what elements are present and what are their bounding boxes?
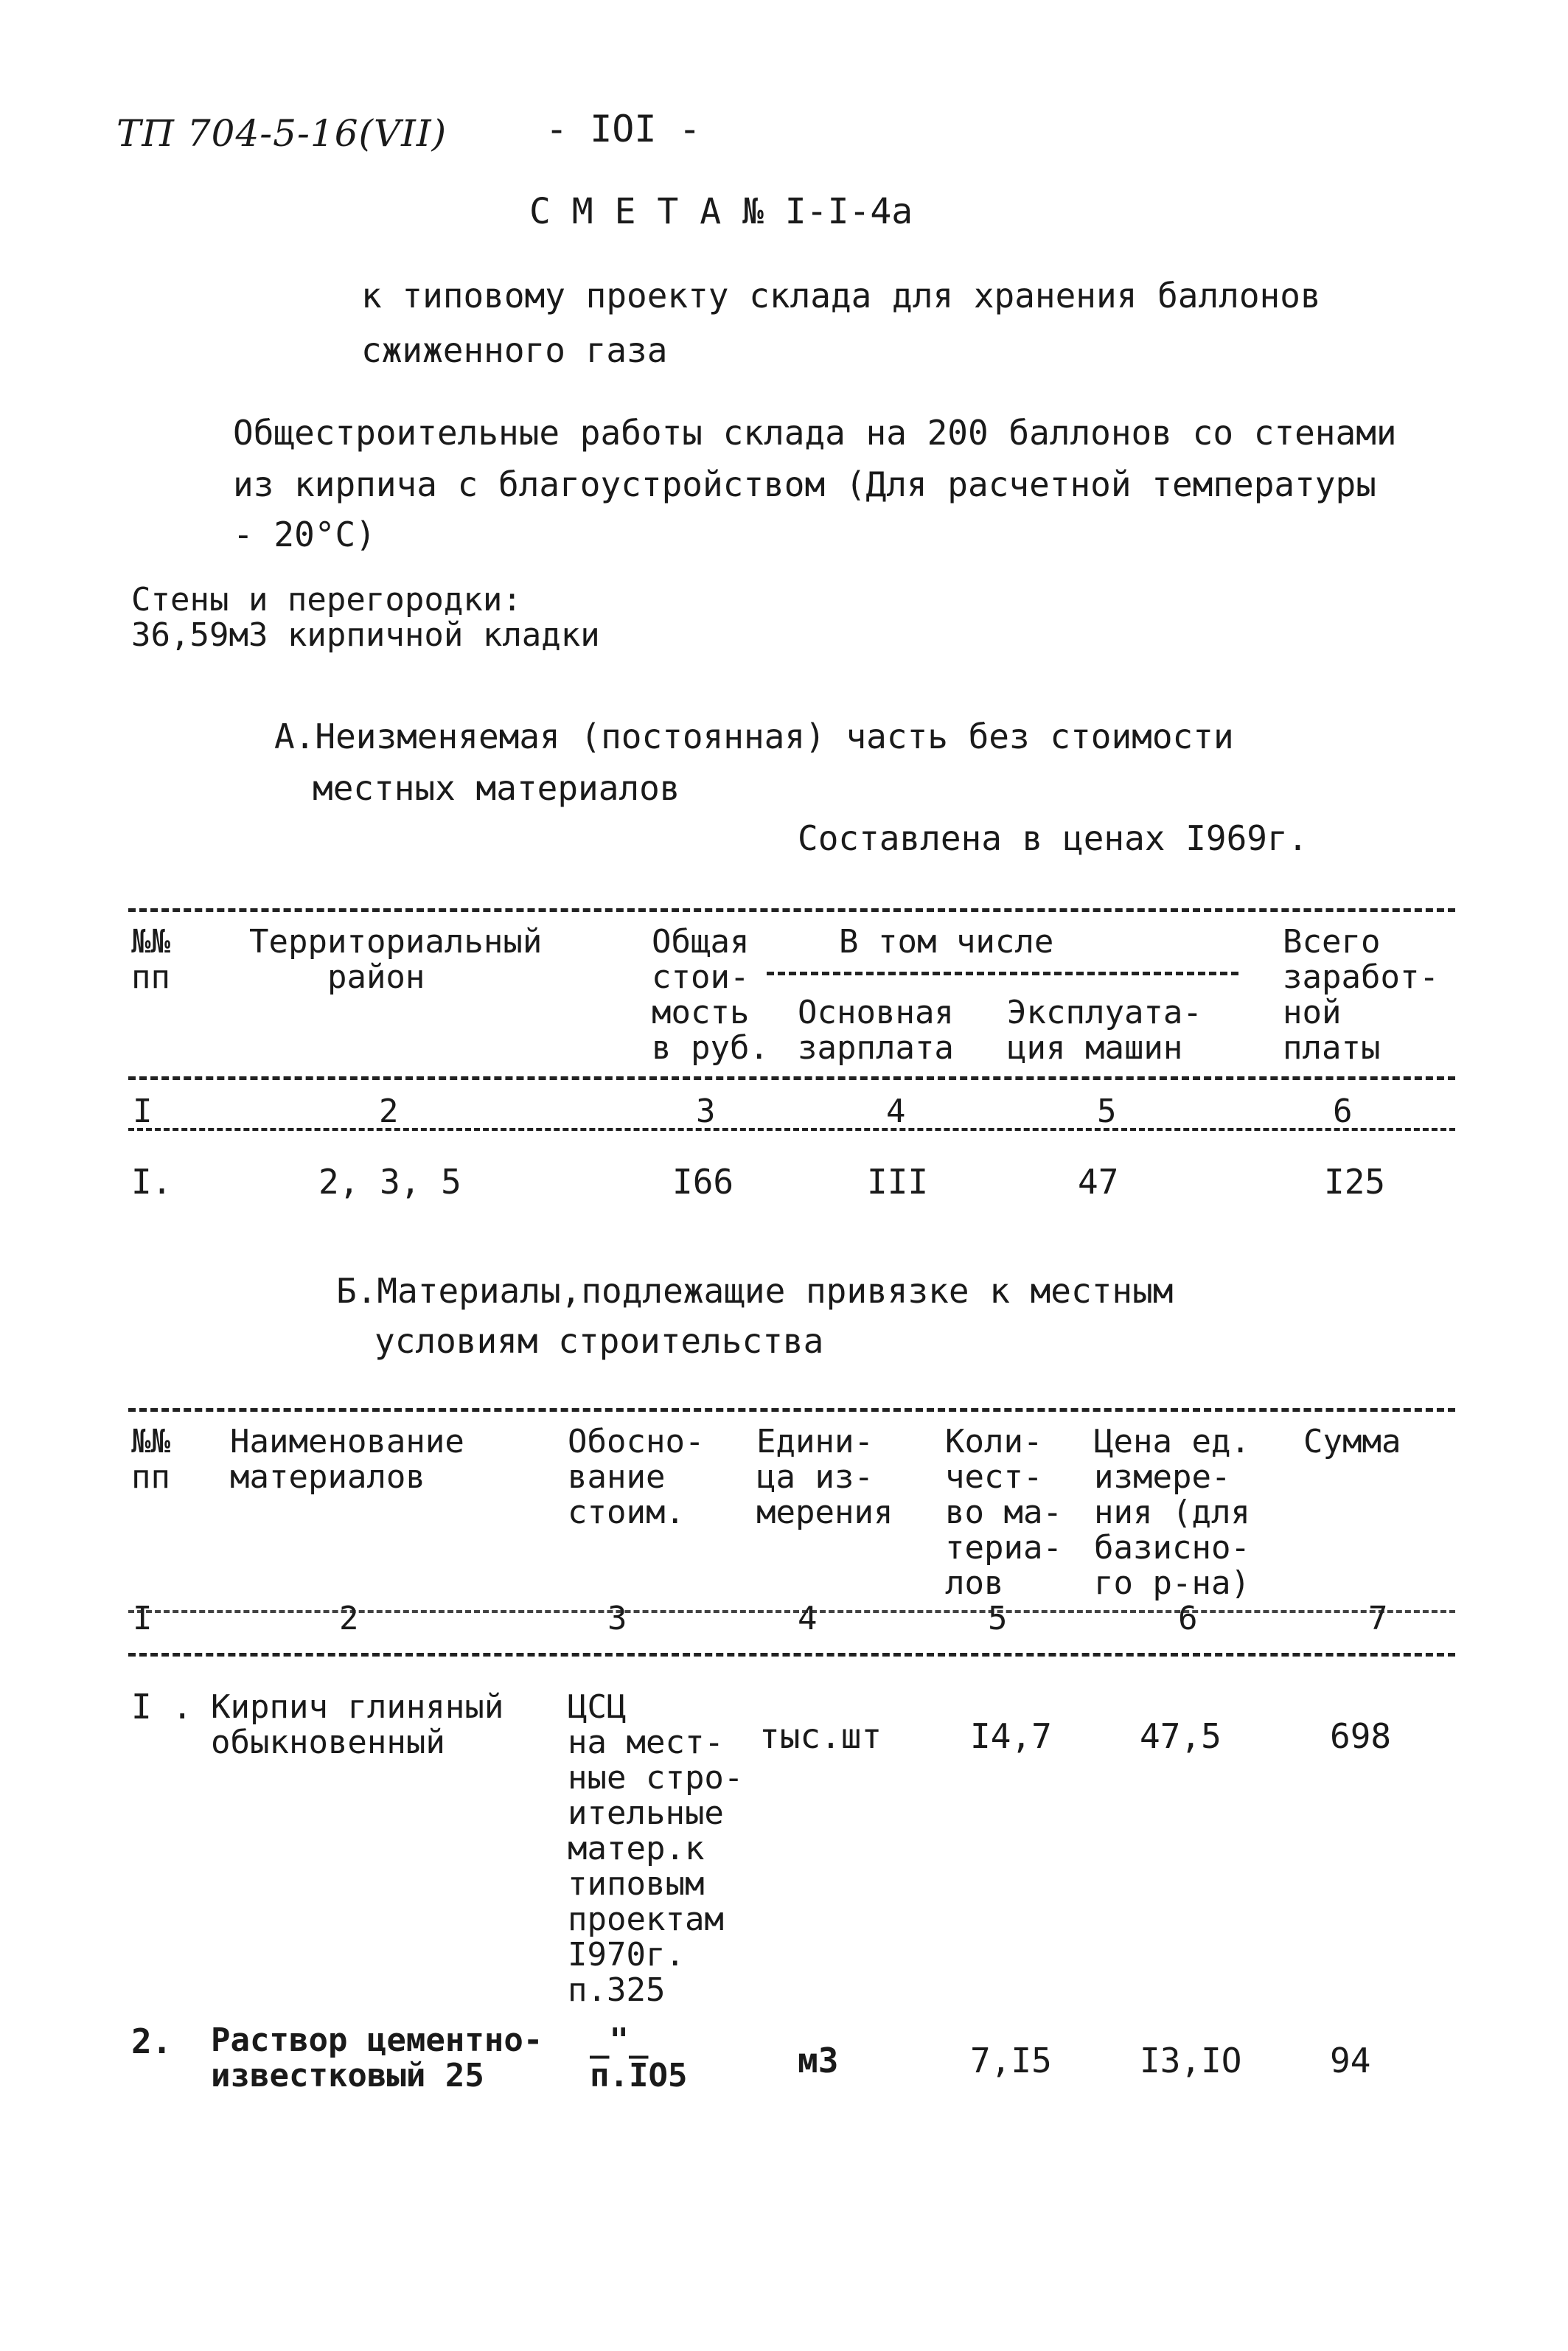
table-a-colnum-rule [128, 1128, 1455, 1131]
table-b-row2-name: Раствор цементно- известковый 25 [211, 2021, 543, 2094]
table-a-header-region: Территориальный район [249, 923, 543, 996]
subtitle-line-1: к типовому проекту склада для хранения баллонов [361, 276, 1321, 316]
table-b-colnum-3: 3 [607, 1600, 627, 1637]
table-b-row2-basis: _"_ п.IO5 [590, 2021, 688, 2094]
table-b-row1-basis: ЦСЦ на мест- ные стро- ительные матер.к типовым проектам I970г. п.325 [568, 1688, 744, 2009]
table-a-colnum-1: I [133, 1093, 153, 1130]
table-b-row1-num: I . [131, 1687, 193, 1727]
table-a-header-rule [128, 1076, 1455, 1080]
table-b-row2-qty: 7,I5 [970, 2041, 1052, 2080]
table-b-row1-qty: I4,7 [970, 1716, 1052, 1756]
table-b-header-qty: Коли- чест- во ма- териа- лов [945, 1423, 1062, 1602]
table-b-header-basis: Обосно- вание стоим. [568, 1423, 705, 1531]
table-a-colnum-3: 3 [696, 1093, 716, 1130]
table-b-colnum-7: 7 [1368, 1600, 1388, 1637]
table-b-colnum-4: 4 [798, 1600, 818, 1637]
table-b-header-price: Цена ед. измере- ния (для базисно- го р-на) [1094, 1423, 1250, 1602]
table-a-incl-rule [767, 972, 1238, 975]
table-a-row1-region: 2, 3, 5 [318, 1162, 461, 1202]
table-a-header-total: Общая стои- мость в руб. [652, 923, 769, 1067]
table-a-colnum-2: 2 [379, 1093, 399, 1130]
description-line-3: - 20°С) [233, 515, 376, 554]
table-b-row2-sum: 94 [1330, 2041, 1371, 2080]
table-b-colnum-5: 5 [988, 1600, 1008, 1637]
section-a-title: А.Неизменяемая (постоянная) часть без стоимости [274, 717, 1234, 756]
table-b-row1-price: 47,5 [1140, 1716, 1222, 1756]
section-a-title-cont: местных материалов [313, 768, 680, 808]
table-a-row1-wages: I25 [1324, 1162, 1386, 1202]
table-b-header-name: Наименование материалов [230, 1423, 464, 1496]
table-a-header-incl: В том числе [839, 923, 1054, 961]
table-a-header-salary: Основная зарплата [798, 994, 954, 1067]
description-line-1: Общестроительные работы склада на 200 баллонов со стенами [233, 413, 1397, 453]
table-b-row2-unit: м3 [798, 2041, 839, 2080]
section-b-title: Б.Материалы,подлежащие привязке к местным [336, 1271, 1174, 1311]
table-b-row2-price: I3,IO [1140, 2041, 1242, 2080]
table-b-row2-num: 2. [131, 2021, 173, 2061]
table-a-header-wages: Всего заработ- ной платы [1283, 923, 1439, 1067]
prices-note: Составлена в ценах I969г. [798, 818, 1309, 858]
table-b-colnum-midrule [128, 1610, 1455, 1613]
walls-heading: Стены и перегородки: [131, 581, 522, 619]
table-a-header-num: №№ пп [131, 923, 170, 996]
table-b-header-unit: Едини- ца из- мерения [756, 1423, 893, 1531]
table-a-row1-machines: 47 [1078, 1162, 1119, 1202]
table-b-row1-sum: 698 [1330, 1716, 1392, 1756]
table-b-colnum-2: 2 [339, 1600, 359, 1637]
table-a-colnum-6: 6 [1333, 1093, 1353, 1130]
document-code: ТП 704-5-16(VII) [116, 112, 447, 155]
table-a-header-machines: Эксплуата- ция машин [1007, 994, 1202, 1067]
table-b-header-sum: Сумма [1303, 1423, 1401, 1460]
table-b-colnum-1: I [133, 1600, 153, 1637]
page-title: С М Е Т А № I-I-4а [529, 191, 913, 232]
table-a-row1-num: I. [131, 1162, 173, 1202]
table-b-header-num: №№ пп [131, 1423, 170, 1496]
table-a-top-rule [128, 908, 1455, 912]
table-b-row1-name: Кирпич глиняный обыкновенный [211, 1688, 504, 1761]
description-line-2: из кирпича с благоустройством (Для расчетной температуры [233, 464, 1376, 504]
table-b-top-rule [128, 1408, 1455, 1412]
table-a-row1-salary: III [867, 1162, 929, 1202]
table-a-colnum-5: 5 [1097, 1093, 1117, 1130]
section-b-title-cont: условиям строительства [374, 1321, 824, 1361]
page-number: - IOI - [546, 108, 701, 150]
table-a-row1-total: I66 [672, 1162, 734, 1202]
table-b-row1-unit: тыс.шт [759, 1716, 882, 1756]
walls-volume: 36,59м3 кирпичной кладки [131, 616, 600, 654]
table-b-colnum-6: 6 [1178, 1600, 1198, 1637]
table-b-header-rule [128, 1653, 1455, 1657]
table-a-colnum-4: 4 [886, 1093, 906, 1130]
subtitle-line-2: сжиженного газа [361, 330, 668, 370]
